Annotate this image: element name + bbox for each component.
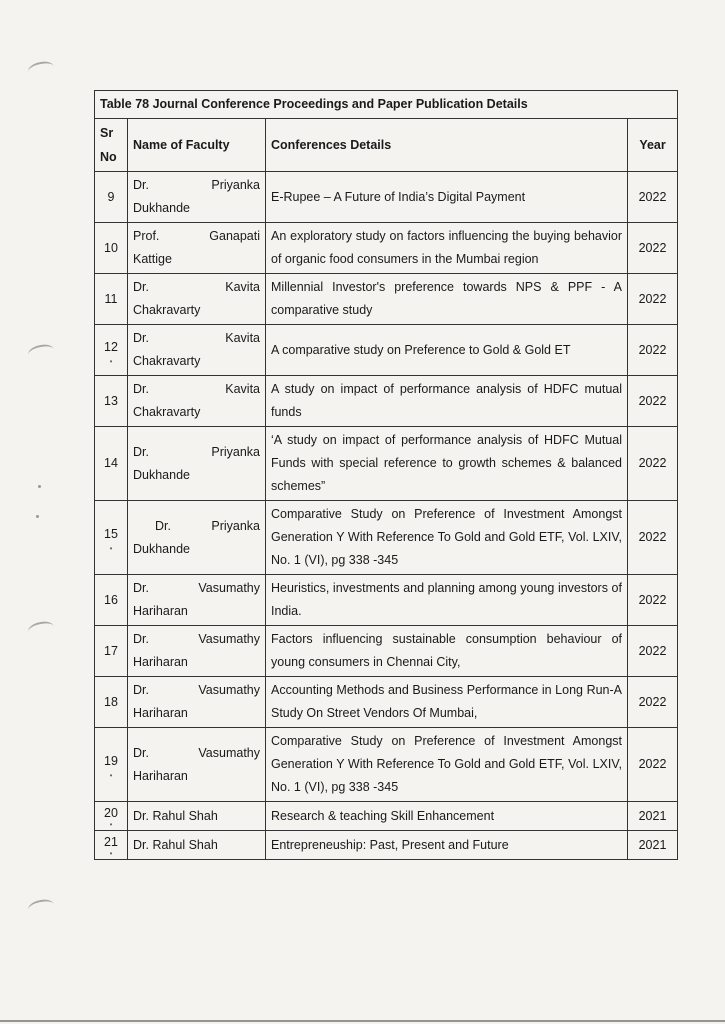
table-row bbox=[95, 802, 678, 831]
cell-year: 2022 bbox=[628, 728, 678, 802]
header-year: Year bbox=[628, 119, 678, 172]
cell-year: 2022 bbox=[628, 172, 678, 223]
cell-conference-details: Accounting Methods and Business Performance in Long Run-A Study On Street Vendors Of Mumbai, bbox=[266, 677, 628, 728]
faculty-title: Dr. bbox=[133, 382, 149, 396]
table-caption: Table 78 Journal Conference Proceedings and Paper Publication Details bbox=[95, 91, 678, 119]
cell-sr-no bbox=[95, 728, 128, 802]
faculty-last-name: Kattige bbox=[133, 252, 172, 266]
faculty-first-name: Priyanka bbox=[211, 444, 260, 459]
cell-faculty bbox=[128, 802, 266, 831]
table-row bbox=[95, 575, 678, 626]
faculty-first-name: Priyanka bbox=[211, 518, 260, 533]
faculty-first-name: Kavita bbox=[225, 331, 260, 345]
faculty-last-name: Hariharan bbox=[133, 768, 188, 783]
faculty-last-name: Hariharan bbox=[133, 604, 188, 618]
faculty-title: Dr. Rahul Shah bbox=[133, 838, 218, 852]
cell-conference-details: E-Rupee – A Future of India’s Digital Payment bbox=[266, 172, 628, 223]
cell-faculty bbox=[128, 274, 266, 325]
faculty-first-name: Vasumathy bbox=[198, 745, 260, 760]
sr-no-text: 14 bbox=[104, 456, 118, 470]
faculty-title: Dr. bbox=[155, 518, 171, 533]
faculty-title: Dr. Rahul Shah bbox=[133, 809, 218, 823]
faculty-last-name: Chakravarty bbox=[133, 354, 201, 368]
cell-faculty bbox=[128, 325, 266, 376]
table-row bbox=[95, 172, 678, 223]
table-row bbox=[95, 427, 678, 501]
faculty-first-name: Vasumathy bbox=[198, 683, 260, 697]
cell-faculty bbox=[128, 677, 266, 728]
cell-year: 2021 bbox=[628, 802, 678, 831]
cell-year: 2022 bbox=[628, 223, 678, 274]
cell-sr-no bbox=[95, 325, 128, 376]
cell-sr-no bbox=[95, 831, 128, 860]
cell-faculty bbox=[128, 626, 266, 677]
cell-faculty bbox=[128, 831, 266, 860]
cell-faculty bbox=[128, 575, 266, 626]
cell-sr-no bbox=[95, 376, 128, 427]
cell-sr-no bbox=[95, 172, 128, 223]
publication-table bbox=[94, 90, 678, 860]
header-row bbox=[95, 119, 678, 172]
cell-sr-no bbox=[95, 626, 128, 677]
cell-sr-no bbox=[95, 677, 128, 728]
cell-faculty bbox=[128, 172, 266, 223]
faculty-first-name: Ganapati bbox=[209, 229, 260, 243]
faculty-last-name: Dukhande bbox=[133, 467, 190, 482]
sr-no-text: 20 bbox=[104, 806, 118, 820]
faculty-last-name: Hariharan bbox=[133, 655, 188, 669]
cell-year: 2021 bbox=[628, 831, 678, 860]
faculty-title: Dr. bbox=[133, 683, 149, 697]
cell-faculty bbox=[128, 223, 266, 274]
sr-no-text: 12 bbox=[104, 339, 118, 354]
cell-conference-details: An exploratory study on factors influencing the buying behavior of organic food consumers in the Mumbai region bbox=[266, 223, 628, 274]
sr-no-text: 11 bbox=[104, 291, 118, 306]
cell-year: 2022 bbox=[628, 427, 678, 501]
table-row bbox=[95, 501, 678, 575]
cell-conference-details: Comparative Study on Preference of Investment Amongst Generation Y With Reference To Gold and Gold ETF, Vol. LXIV, No. 1 (VI), pg 338 -345 bbox=[266, 728, 628, 802]
faculty-first-name: Kavita bbox=[225, 382, 260, 396]
sr-no-text: 19 bbox=[104, 754, 118, 768]
sr-no-text: 9 bbox=[107, 189, 115, 204]
cell-conference-details: A comparative study on Preference to Gold & Gold ET bbox=[266, 325, 628, 376]
cell-conference-details: Comparative Study on Preference of Investment Amongst Generation Y With Reference To Gold and Gold ETF, Vol. LXIV, No. 1 (VI), pg 338 -345 bbox=[266, 501, 628, 575]
sr-no-text: 17 bbox=[104, 643, 118, 658]
faculty-last-name: Chakravarty bbox=[133, 405, 201, 419]
faculty-title: Dr. bbox=[133, 745, 149, 760]
scan-dot-mark: • bbox=[109, 544, 113, 553]
faculty-first-name: Vasumathy bbox=[198, 581, 260, 595]
cell-sr-no bbox=[95, 274, 128, 325]
faculty-title: Dr. bbox=[133, 178, 149, 192]
faculty-first-name: Kavita bbox=[225, 280, 260, 294]
table-row bbox=[95, 325, 678, 376]
scan-dot-mark: • bbox=[109, 820, 113, 829]
faculty-title: Dr. bbox=[133, 331, 149, 345]
table-row bbox=[95, 376, 678, 427]
sr-no-text: 18 bbox=[104, 694, 118, 709]
faculty-title: Dr. bbox=[133, 444, 149, 459]
punch-hole-mark bbox=[27, 897, 55, 916]
cell-conference-details: Entrepreneuship: Past, Present and Future bbox=[266, 831, 628, 860]
sr-no-text: 16 bbox=[104, 592, 118, 607]
cell-sr-no bbox=[95, 427, 128, 501]
header-details: Conferences Details bbox=[266, 119, 628, 172]
sr-no-text: 15 bbox=[104, 527, 118, 541]
table-row bbox=[95, 274, 678, 325]
faculty-last-name: Hariharan bbox=[133, 706, 188, 720]
cell-sr-no bbox=[95, 501, 128, 575]
scan-speck bbox=[38, 485, 41, 488]
faculty-title: Prof. bbox=[133, 229, 160, 243]
header-faculty: Name of Faculty bbox=[128, 119, 266, 172]
cell-year: 2022 bbox=[628, 376, 678, 427]
cell-conference-details: ‘A study on impact of performance analysis of HDFC Mutual Funds with special reference to growth schemes & balanced schemes” bbox=[266, 427, 628, 501]
page-edge bbox=[0, 1020, 725, 1022]
cell-sr-no bbox=[95, 223, 128, 274]
cell-conference-details: A study on impact of performance analysis of HDFC mutual funds bbox=[266, 376, 628, 427]
faculty-last-name: Dukhande bbox=[133, 541, 190, 556]
faculty-last-name: Chakravarty bbox=[133, 303, 201, 317]
faculty-last-name: Dukhande bbox=[133, 201, 190, 215]
table-row bbox=[95, 831, 678, 860]
scan-dot-mark: • bbox=[109, 356, 113, 366]
header-sr-line2: No bbox=[100, 150, 117, 164]
punch-hole-mark bbox=[27, 342, 55, 361]
faculty-title: Dr. bbox=[133, 280, 149, 294]
faculty-first-name: Priyanka bbox=[211, 178, 260, 192]
cell-conference-details: Research & teaching Skill Enhancement bbox=[266, 802, 628, 831]
sr-no-text: 10 bbox=[104, 240, 118, 255]
table-row bbox=[95, 626, 678, 677]
scan-dot-mark: • bbox=[109, 849, 113, 858]
punch-hole-mark bbox=[27, 59, 55, 78]
cell-sr-no bbox=[95, 802, 128, 831]
cell-faculty bbox=[128, 501, 266, 575]
cell-sr-no bbox=[95, 575, 128, 626]
cell-faculty bbox=[128, 728, 266, 802]
sr-no-text: 21 bbox=[104, 835, 118, 849]
cell-conference-details: Heuristics, investments and planning among young investors of India. bbox=[266, 575, 628, 626]
cell-year: 2022 bbox=[628, 677, 678, 728]
cell-conference-details: Millennial Investor's preference towards NPS & PPF - A comparative study bbox=[266, 274, 628, 325]
table-row bbox=[95, 677, 678, 728]
cell-year: 2022 bbox=[628, 325, 678, 376]
table-row bbox=[95, 223, 678, 274]
cell-year: 2022 bbox=[628, 626, 678, 677]
table-row bbox=[95, 728, 678, 802]
faculty-title: Dr. bbox=[133, 581, 149, 595]
scan-speck bbox=[36, 515, 39, 518]
sr-no-text: 13 bbox=[104, 393, 118, 408]
cell-faculty bbox=[128, 376, 266, 427]
faculty-title: Dr. bbox=[133, 632, 149, 646]
cell-year: 2022 bbox=[628, 575, 678, 626]
cell-year: 2022 bbox=[628, 501, 678, 575]
punch-hole-mark bbox=[27, 619, 55, 638]
cell-faculty bbox=[128, 427, 266, 501]
header-sr-line1: Sr bbox=[100, 126, 114, 140]
faculty-first-name: Vasumathy bbox=[198, 632, 260, 646]
scan-dot-mark: • bbox=[109, 771, 113, 780]
cell-conference-details: Factors influencing sustainable consumption behaviour of young consumers in Chennai City, bbox=[266, 626, 628, 677]
cell-year: 2022 bbox=[628, 274, 678, 325]
header-sr-no bbox=[95, 119, 128, 172]
